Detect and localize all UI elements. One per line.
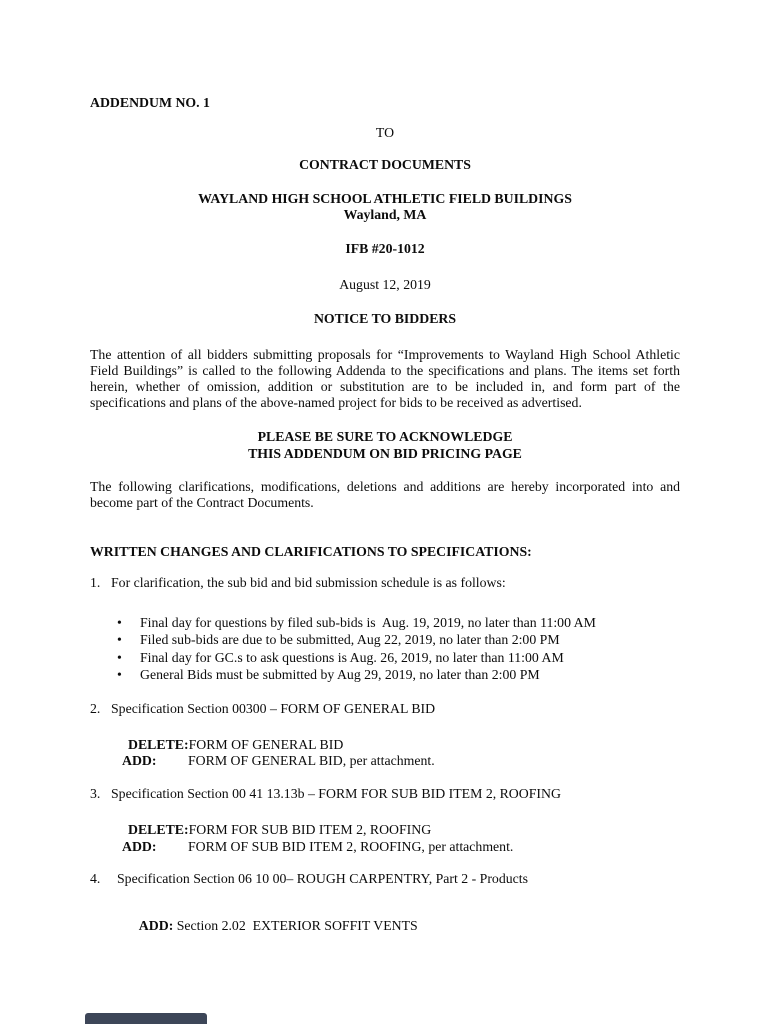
cut-off-button[interactable] bbox=[85, 1013, 207, 1024]
delete-text: FORM FOR SUB BID ITEM 2, ROOFING bbox=[188, 822, 432, 838]
add-label: ADD: bbox=[138, 917, 174, 933]
item-2-actions bbox=[122, 737, 680, 770]
project-heading bbox=[90, 191, 680, 223]
add-label: ADD: bbox=[122, 753, 157, 769]
item-1-number: 1. bbox=[90, 575, 101, 591]
item-3-text: Specification Section 00 41 13.13b – FORM FOR SUB BID ITEM 2, ROOFING bbox=[111, 786, 561, 802]
bullet-text: General Bids must be submitted by Aug 29, 2019, no later than 2:00 PM bbox=[140, 667, 540, 683]
addendum-title: ADDENDUM NO. 1 bbox=[90, 95, 210, 110]
delete-row bbox=[122, 737, 680, 754]
item-4-text: Specification Section 06 10 00– ROUGH CARPENTRY, Part 2 - Products bbox=[117, 871, 528, 887]
acknowledge-block bbox=[90, 429, 680, 461]
delete-label: DELETE: bbox=[128, 822, 189, 838]
delete-text: FORM OF GENERAL BID bbox=[188, 736, 344, 752]
intro-paragraph: The attention of all bidders submitting proposals for “Improvements to Wayland High School Athletic Field Buildings” is called to the following Addenda to the specifications and plans. The items set forth herein, whether of omission, addition or substitution are to be included in, and form part of the specifications and plans of the above-named project for bids to be received as advertised. bbox=[90, 346, 680, 411]
incorporation-paragraph: The following clarifications, modifications, deletions and additions are hereby incorporated into and become part of the Contract Documents. bbox=[90, 478, 680, 511]
acknowledge-line-2: THIS ADDENDUM ON BID PRICING PAGE bbox=[248, 445, 522, 461]
acknowledge-line-1: PLEASE BE SURE TO ACKNOWLEDGE bbox=[257, 429, 513, 445]
list-item-3 bbox=[90, 786, 680, 802]
project-title: WAYLAND HIGH SCHOOL ATHLETIC FIELD BUILDINGS bbox=[198, 190, 572, 206]
bullet-marker: • bbox=[117, 667, 122, 683]
schedule-bullet-list bbox=[117, 614, 680, 684]
list-item-1 bbox=[90, 575, 680, 591]
bullet-item bbox=[117, 614, 680, 632]
item-3-number: 3. bbox=[90, 786, 101, 802]
list-item-2 bbox=[90, 701, 680, 717]
item-2-text: Specification Section 00300 – FORM OF GENERAL BID bbox=[111, 700, 436, 716]
document-date: August 12, 2019 bbox=[339, 277, 431, 293]
item-4-add-row bbox=[125, 902, 680, 951]
bullet-marker: • bbox=[117, 632, 122, 648]
notice-to-bidders-heading: NOTICE TO BIDDERS bbox=[313, 311, 457, 327]
add-text: FORM OF GENERAL BID, per attachment. bbox=[188, 753, 435, 769]
add-label: ADD: bbox=[122, 838, 157, 854]
item-4-number: 4. bbox=[90, 871, 101, 887]
add-text: Section 2.02 EXTERIOR SOFFIT VENTS bbox=[173, 917, 418, 933]
add-row bbox=[122, 839, 680, 856]
ifb-number: IFB #20-1012 bbox=[345, 241, 425, 257]
project-city: Wayland, MA bbox=[343, 206, 427, 222]
item-3-actions bbox=[122, 822, 680, 855]
bullet-marker: • bbox=[117, 649, 122, 665]
bullet-marker: • bbox=[117, 614, 122, 630]
delete-row bbox=[122, 822, 680, 839]
bullet-item bbox=[117, 631, 680, 649]
bullet-text: Final day for questions by filed sub-bids is Aug. 19, 2019, no later than 11:00 AM bbox=[140, 614, 596, 630]
item-1-text: For clarification, the sub bid and bid submission schedule is as follows: bbox=[111, 575, 506, 591]
bullet-item bbox=[117, 649, 680, 667]
written-changes-heading: WRITTEN CHANGES AND CLARIFICATIONS TO SPECIFICATIONS: bbox=[90, 544, 532, 560]
list-item-4 bbox=[90, 871, 680, 887]
item-2-number: 2. bbox=[90, 700, 101, 716]
bullet-text: Filed sub-bids are due to be submitted, Aug 22, 2019, no later than 2:00 PM bbox=[140, 632, 560, 648]
delete-label: DELETE: bbox=[128, 736, 189, 752]
add-row bbox=[122, 753, 680, 770]
contract-documents-heading: CONTRACT DOCUMENTS bbox=[299, 157, 471, 173]
bullet-item bbox=[117, 666, 680, 684]
add-text: FORM OF SUB BID ITEM 2, ROOFING, per attachment. bbox=[188, 838, 514, 854]
bullet-text: Final day for GC.s to ask questions is Aug. 26, 2019, no later than 11:00 AM bbox=[140, 649, 564, 665]
to-line: TO bbox=[375, 125, 395, 141]
